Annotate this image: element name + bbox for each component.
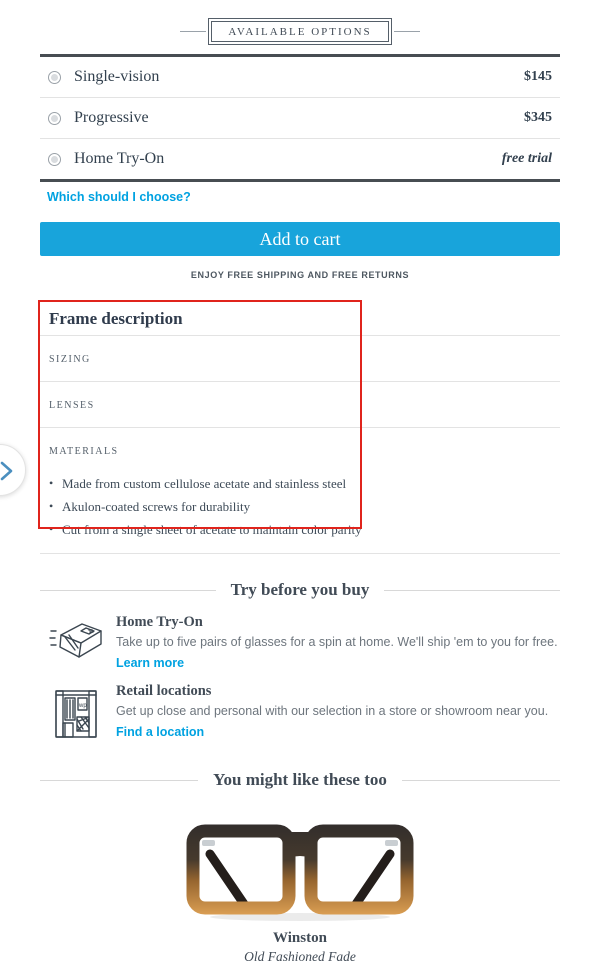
find-a-location-link[interactable]: Find a location [116,725,205,739]
materials-label: MATERIALS [49,446,119,457]
available-options-label: AVAILABLE OPTIONS [211,21,388,42]
retail-store-icon [48,685,106,746]
recommended-product-variant: Old Fashioned Fade [244,949,356,964]
lenses-label: LENSES [49,400,95,411]
materials-bullet: • Cut from a single sheet of acetate to maintain color parity [49,518,560,541]
radio-progressive[interactable] [48,112,61,125]
frame-description-title: Frame description [49,309,183,328]
feature-body: Take up to five pairs of glasses for a spin at home. We'll ship 'em to you for free. [116,635,558,649]
features-list [40,614,560,746]
lenses-row[interactable] [40,382,560,427]
option-row-home-try-on[interactable] [40,138,560,179]
recommended-product-card[interactable] [40,818,560,965]
option-label: Home Try-On [74,150,165,167]
available-options-header [40,18,560,45]
divider [40,553,560,554]
free-shipping-note: ENJOY FREE SHIPPING AND FREE RETURNS [190,270,410,280]
learn-more-link[interactable]: Learn more [116,656,185,670]
recommended-product-name: Winston [273,930,327,946]
which-should-i-choose-link[interactable]: Which should I choose? [47,190,191,204]
option-row-progressive[interactable] [40,97,560,138]
header-right-rule [394,31,420,32]
radio-single-vision[interactable] [48,71,61,84]
sizing-label: SIZING [49,354,91,365]
header-left-rule [180,31,206,32]
feature-title: Home Try-On [116,614,203,630]
winston-glasses-image [40,818,560,927]
feature-retail-locations [48,683,560,746]
add-to-cart-button[interactable]: Add to cart [40,222,560,256]
try-before-you-buy-heading: Try before you buy [40,580,560,600]
option-price: $145 [524,69,552,84]
home-tryon-box-icon [48,616,106,671]
materials-list [49,472,560,541]
available-options-box [208,18,391,45]
feature-body: Get up close and personal with our selection in a store or showroom near you. [116,704,549,718]
options-table [40,54,560,182]
materials-bullet: • Made from custom cellulose acetate and stainless steel [49,472,560,495]
option-label: Progressive [74,109,149,126]
chevron-right-icon [0,460,17,482]
feature-home-try-on [48,614,560,672]
materials-bullet: • Akulon-coated screws for durability [49,495,560,518]
option-row-single-vision[interactable] [40,57,560,97]
svg-text:wp: wp [79,703,87,709]
feature-title: Retail locations [116,683,212,699]
frame-description-section [40,303,560,554]
materials-row [40,428,560,553]
option-price: $345 [524,110,552,125]
you-might-like-heading: You might like these too [40,770,560,790]
sizing-row[interactable] [40,336,560,381]
option-price: free trial [501,151,552,166]
radio-home-try-on[interactable] [48,153,61,166]
option-label: Single-vision [74,68,160,85]
